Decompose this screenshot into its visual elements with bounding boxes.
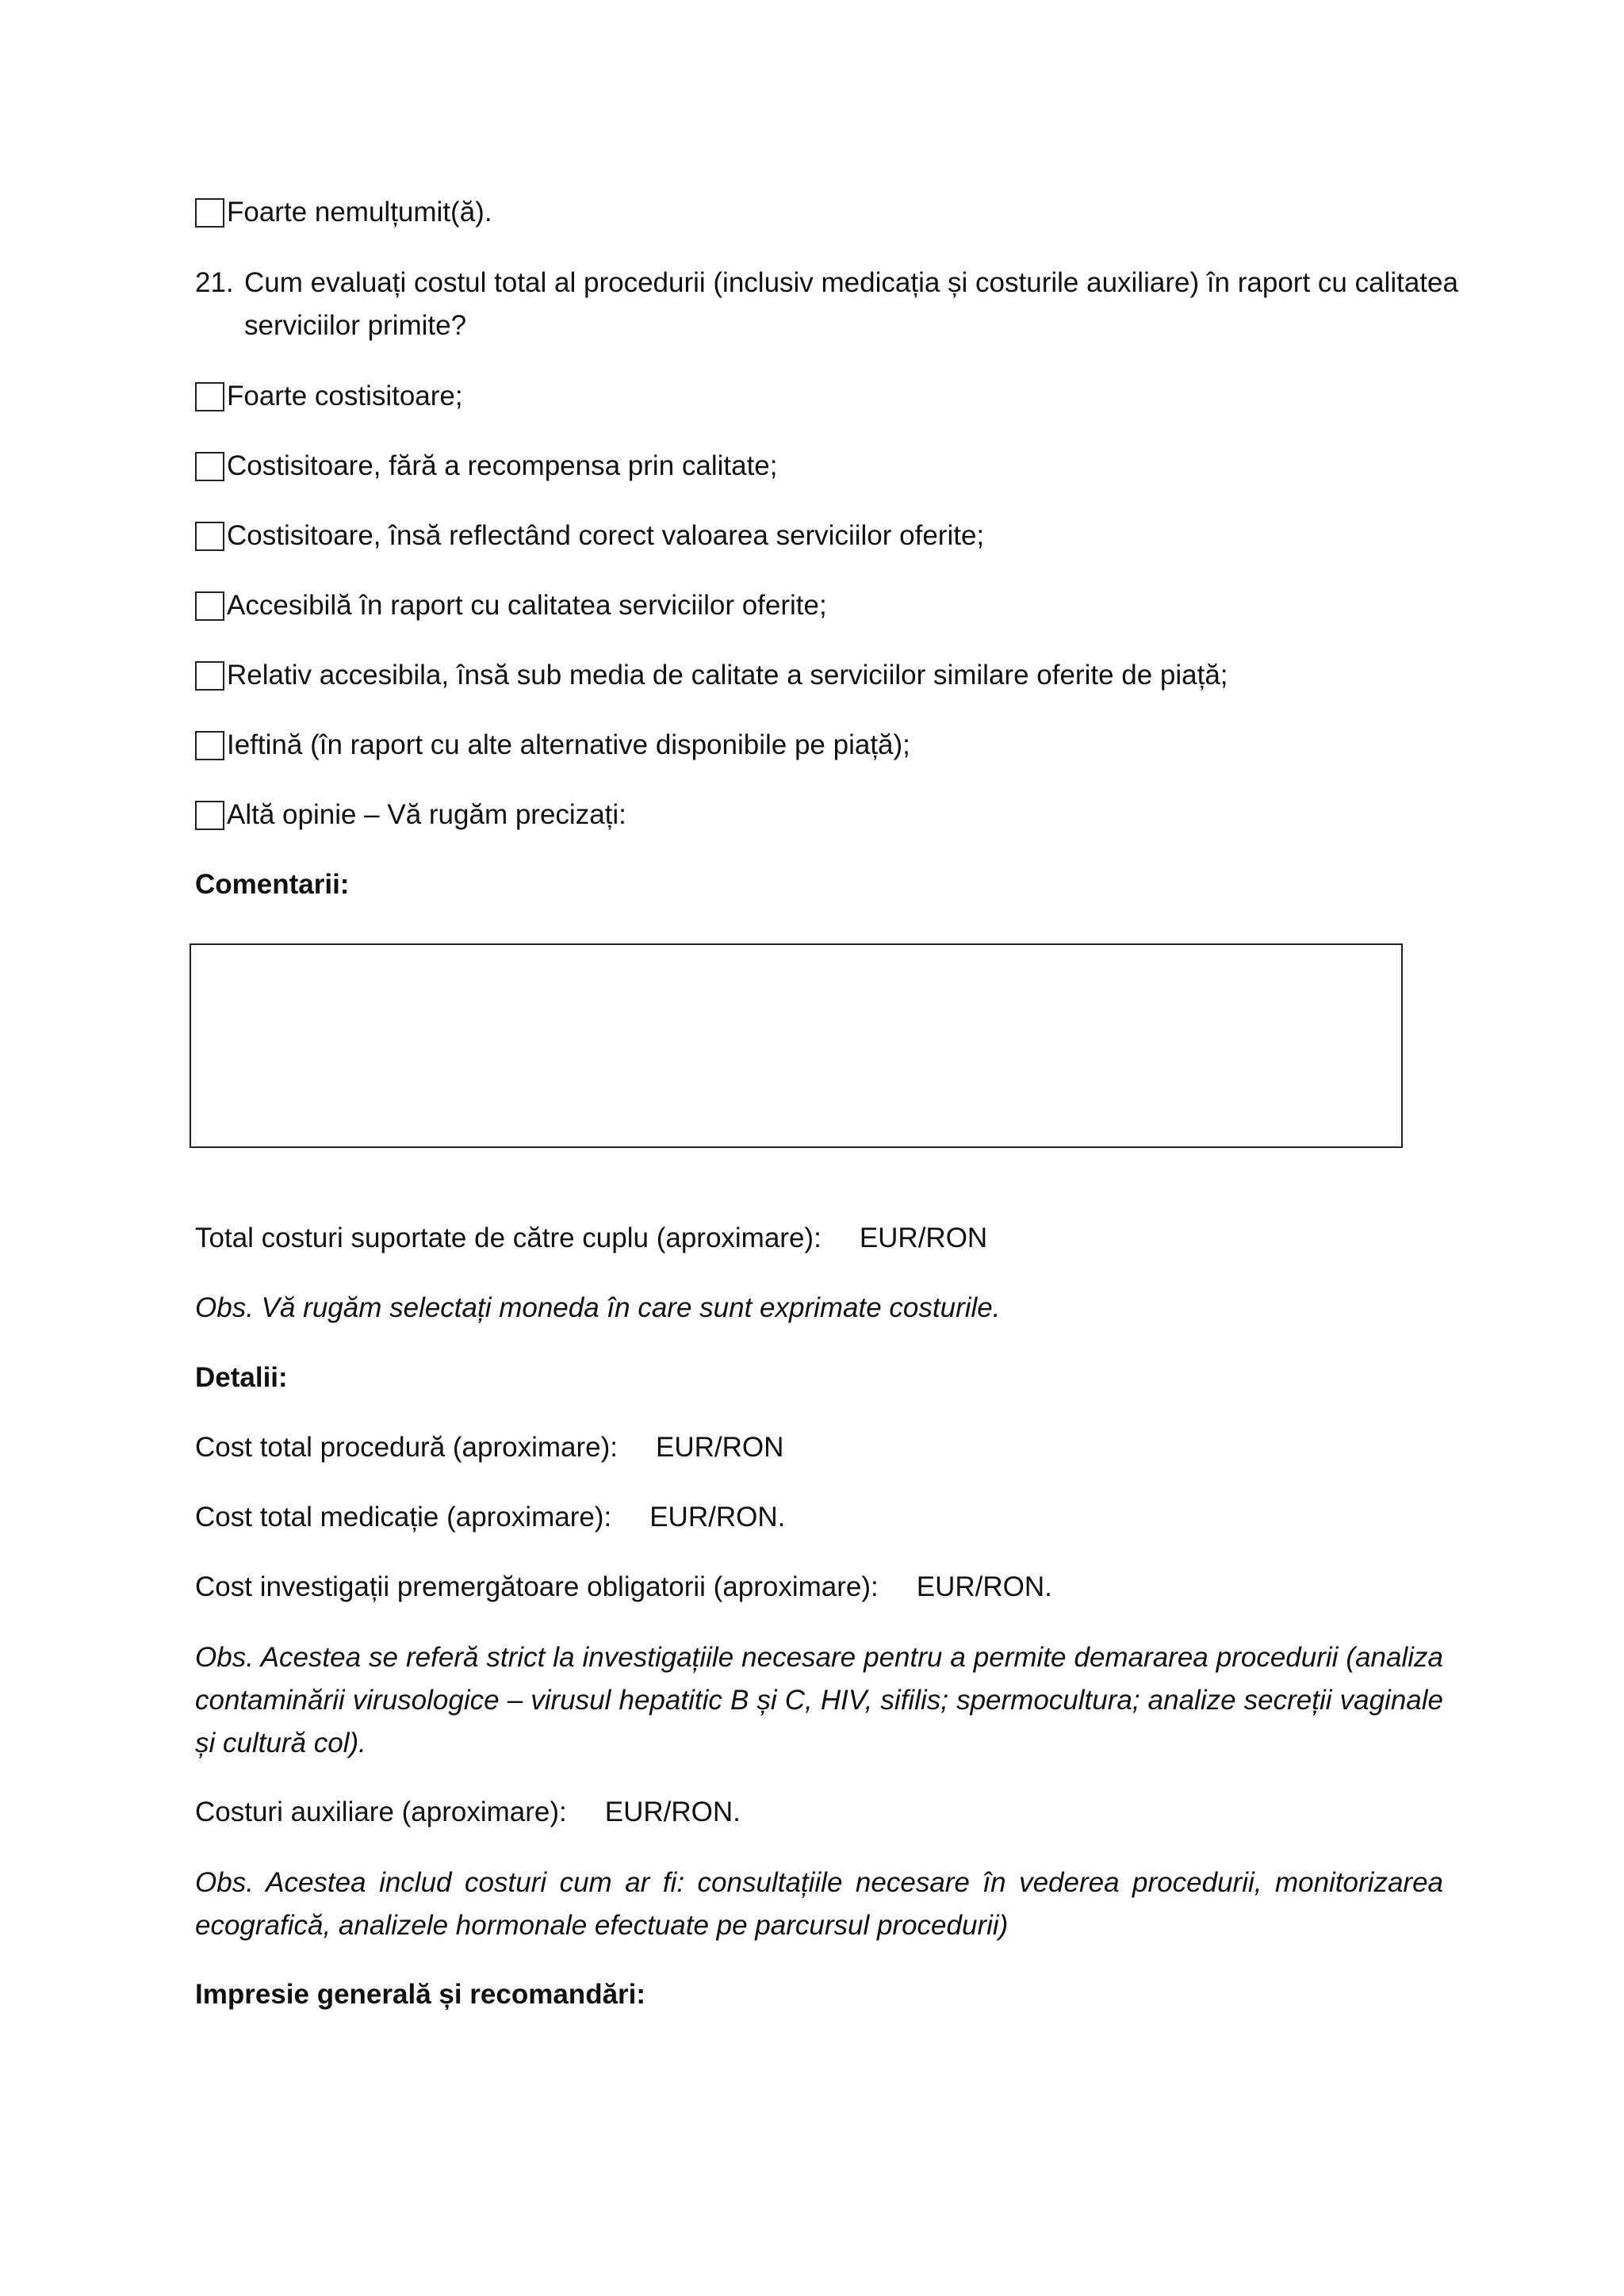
medication-cost-label: Cost total medicație (aproximare): (195, 1502, 612, 1533)
currency-label: EUR/RON. (604, 1797, 741, 1827)
investigations-cost-row (195, 1567, 1052, 1608)
auxiliary-note: Obs. Acestea includ costuri cum ar fi: consultațiile necesare în vederea procedurii, monitorizarea ecografică, analizele hormonale efectuate pe parcursul procedurii) (195, 1867, 1443, 1941)
currency-label: EUR/RON. (649, 1502, 786, 1533)
option-label: Foarte nemulțumit(ă). (227, 197, 492, 228)
option-relatively-affordable[interactable] (195, 655, 1228, 696)
option-very-dissatisfied[interactable] (195, 192, 492, 233)
checkbox[interactable] (195, 731, 224, 760)
checkbox[interactable] (195, 661, 224, 691)
currency-label: EUR/RON. (916, 1571, 1052, 1602)
option-cheap[interactable] (195, 725, 910, 766)
final-heading: Impresie generală și recomandări: (195, 1979, 646, 2010)
question-text: Cum evaluați costul total al procedurii (inclusiv medicația și costurile auxiliare) în raport cu calitatea serviciilor primite? (244, 267, 1458, 341)
details-heading: Detalii: (195, 1362, 288, 1393)
option-label: Accesibilă în raport cu calitatea serviciilor oferite; (227, 590, 827, 621)
comments-heading: Comentarii: (195, 869, 350, 900)
option-other-opinion[interactable] (195, 794, 626, 836)
comments-textarea[interactable] (190, 943, 1403, 1148)
procedure-cost-label: Cost total procedură (aproximare): (195, 1432, 618, 1463)
option-very-expensive[interactable] (195, 376, 463, 417)
investigations-note: Obs. Acestea se referă strict la investigațiile necesare pentru a permite demararea procedurii (analiza contaminării virusologice – virusul hepatitic B și C, HIV, sifilis; spermocultura; analize secreții vaginale și cultură col). (195, 1642, 1443, 1758)
option-label: Costisitoare, însă reflectând corect valoarea serviciilor oferite; (227, 520, 985, 551)
investigations-cost-label: Cost investigații premergătoare obligatorii (aproximare): (195, 1571, 879, 1602)
option-expensive-fair-value[interactable] (195, 515, 984, 557)
auxiliary-cost-row (195, 1792, 741, 1833)
currency-label: EUR/RON (656, 1432, 784, 1463)
medication-cost-row (195, 1497, 785, 1538)
option-label: Ieftină (în raport cu alte alternative disponibile pe piață); (227, 729, 910, 760)
option-affordable[interactable] (195, 585, 827, 626)
currency-label: EUR/RON (859, 1223, 988, 1253)
checkbox[interactable] (195, 591, 224, 621)
question-number: 21. (195, 267, 234, 298)
option-expensive-no-quality[interactable] (195, 446, 778, 487)
checkbox[interactable] (195, 382, 224, 411)
auxiliary-cost-label: Costuri auxiliare (aproximare): (195, 1797, 567, 1827)
checkbox[interactable] (195, 198, 224, 228)
total-costs-label: Total costuri suportate de către cuplu (aproximare): (195, 1223, 822, 1253)
option-label: Altă opinie – Vă rugăm precizați: (227, 799, 626, 830)
option-label: Foarte costisitoare; (227, 381, 463, 411)
procedure-cost-row (195, 1427, 783, 1468)
total-costs-row (195, 1218, 987, 1259)
checkbox[interactable] (195, 452, 224, 481)
question-21 (195, 262, 1480, 349)
option-label: Relativ accesibila, însă sub media de calitate a serviciilor similare oferite de piață; (227, 660, 1228, 691)
option-label: Costisitoare, fără a recompensa prin calitate; (227, 450, 778, 481)
checkbox[interactable] (195, 801, 224, 830)
total-costs-note: Obs. Vă rugăm selectați moneda în care sunt exprimate costurile. (195, 1292, 1001, 1323)
checkbox[interactable] (195, 522, 224, 551)
